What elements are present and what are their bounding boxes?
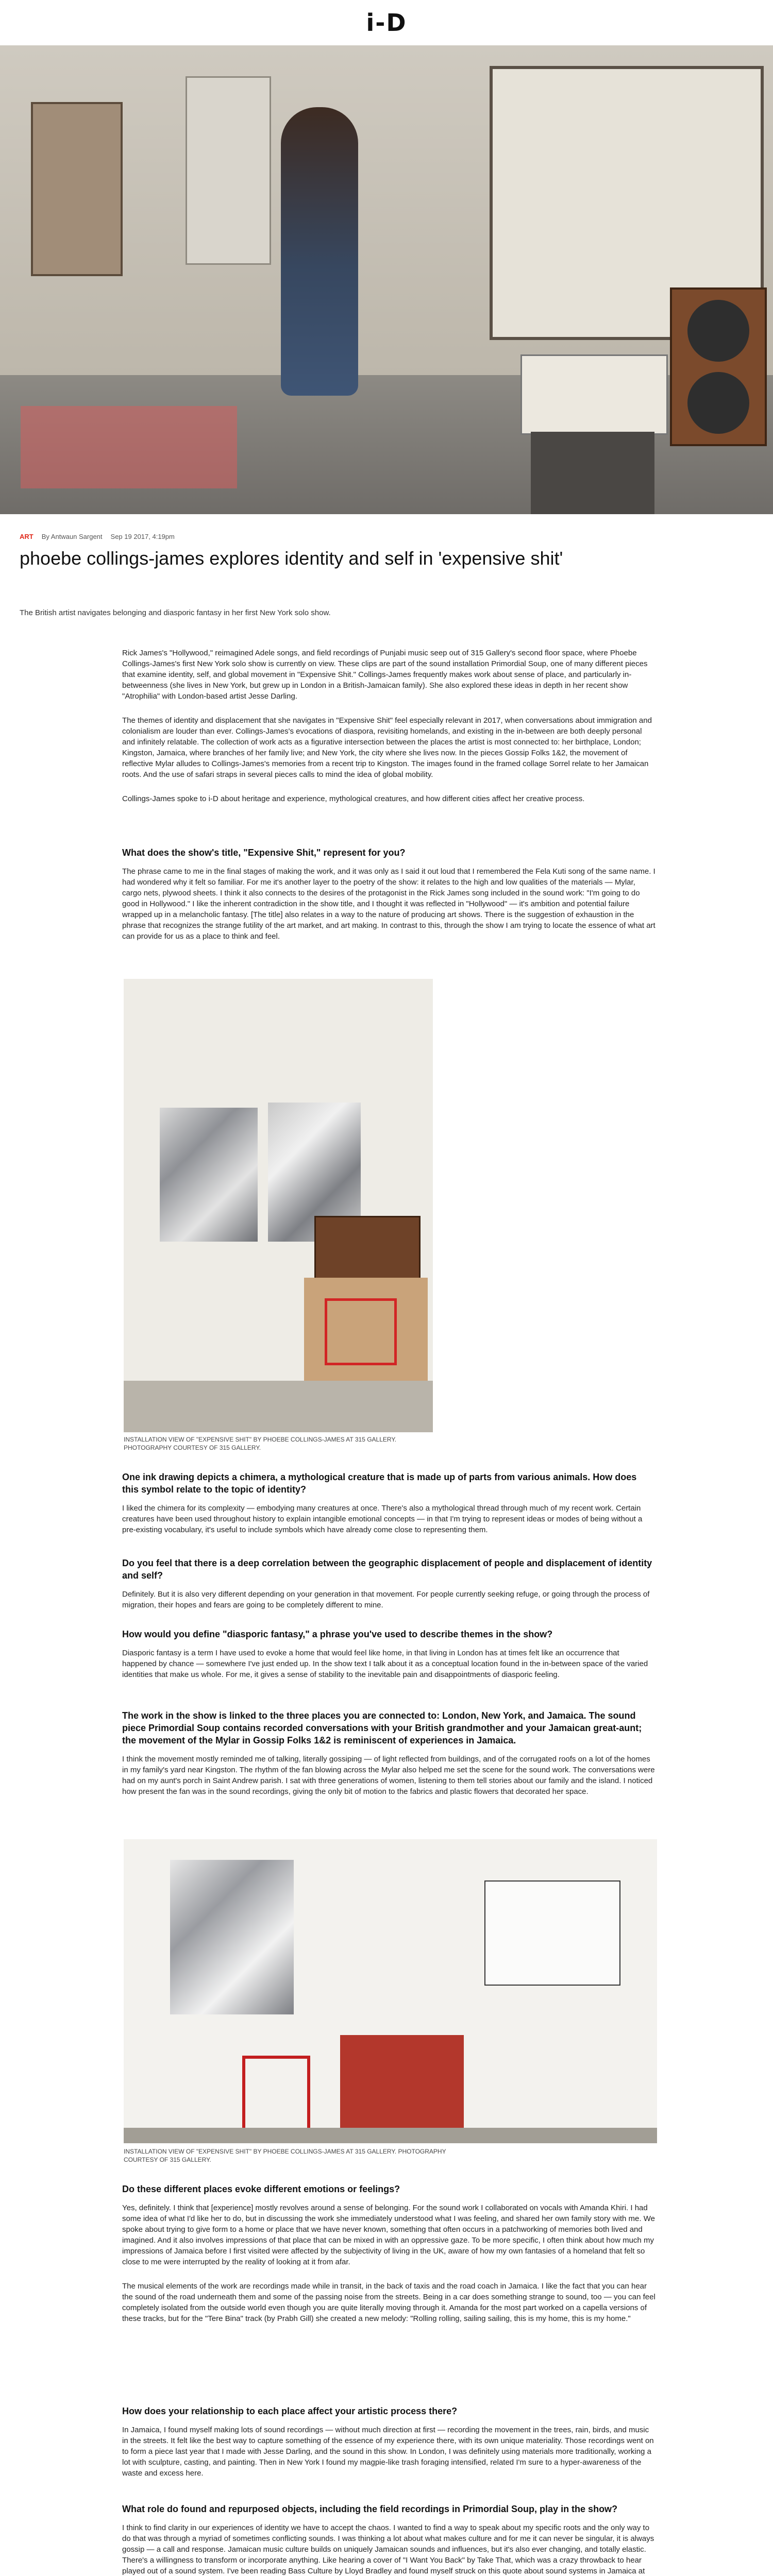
interview-answer: Diasporic fantasy is a term I have used to evoke a home that would feel like home, in that living in London has at times felt like an occurrence that happened by chance — somewhere I've just ended up. In the show text I talk about it as a conceptual location found in the in-between space of the varied identities that make us whole. For me, it gives a sense of stability to the inevitable pain and disappointments of diasporic feeling. — [122, 1649, 648, 1679]
interview-answer: Definitely. But it is also very different depending on your generation in that movement. For people currently seeking refuge, or going through the process of migration, their hopes and fears are going to be completely different to mine. — [122, 1590, 650, 1609]
paragraph: The themes of identity and displacement that she navigates in "Expensive Shit" feel especially relevant in 2017, when conversations about immigration and colonialism are louder than ever. Collings-James's evocations of diaspora, revisiting homelands, and existing in the in-between are both deeply personal and infinitely relatable. The collection of work acts as a figurative intersection between the places the artist is most connected to: her birthplace, London; Kingston, Jamaica, where branches of her family live; and New York, the city where she lives now. In the pieces Gossip Folks 1&2, the movement of reflective Mylar alludes to Collings-James's memories from a recent trip to Kingston. The images found in the framed collage Sorrel relate to her Jamaican roots. And the use of safari straps in several pieces calls to mind the idea of global mobility. — [122, 716, 652, 779]
speaker-cone — [687, 372, 749, 434]
interview-answer: In Jamaica, I found myself making lots of sound recordings — without much direction at first — recording the movement in the trees, rain, birds, and music in the streets. It felt like the best way to capture something of the essence of my experience there, with its own unique materiality. Those recordings went on to form a piece last year that I made with Jesse Darling, and the sound in this show. In London, I was definitely using materials more traditionally, working a lot with sculpture, casting, and painting. Then in New York I found my magpie-like trash foraging intensified, related I'm sure to a hyper-awareness of the waste and excess here. — [122, 2426, 654, 2478]
qa-block — [122, 2503, 656, 2576]
interview-question: Do these different places evoke different emotions or feelings? — [122, 2184, 400, 2194]
site-logo[interactable]: i-D — [366, 9, 407, 37]
qa-block — [122, 1557, 656, 1611]
framed-drawing — [484, 1880, 620, 1986]
interview-answer: I liked the chimera for its complexity — embodying many creatures at once. There's also a mythological thread through much of my recent work. Certain creatures have been used throughout history to explain intangible emotional concepts — in that I'm trying to represent ideas or modes of being without a pre-existing vocabulary, it's useful to include symbols which have already come close to representing them. — [122, 1504, 643, 1534]
interview-answer: I think to find clarity in our experiences of identity we have to accept the chaos. I wanted to find a way to speak about my specific roots and the only way to do that was through a myriad of sometimes conflicting sounds. I was thinking a lot about what makes culture and for me it can never be singular, it is always gossip — a call and response. Jamaican music culture builds on uniquely Jamaican sounds and influences, but it's also ever changing, and totally elastic. There's a willingness to transform or incorporate anything. Like hearing a cover of "I Want You Back" by Take That, which was a crazy throwback to hear played out of a sound system. I've been reading Bass Culture by Lloyd Bradley and found myself struck on this quote about sound systems in Jamaica at — [122, 2523, 654, 2575]
interview-answer: I think the movement mostly reminded me of talking, literally gossiping — of light reflected from buildings, and of the corrugated roofs on a lot of the homes in my family's yard near Kingston. The rhythm of the fan blowing across the Mylar also helped me set the scene for the sound work. The conversations were had on my aunt's porch in Saint Andrew parish. I sat with three generations of women, listening to them tell stories about our family and the island. I noticed how present the fan was in the sound recordings, giving the only bit of motion to the fabrics and plastic flowers that decorated her space. — [122, 1755, 655, 1796]
hero-canvas — [186, 76, 271, 265]
speaker-cone — [687, 300, 749, 362]
qa-block — [122, 2183, 656, 2324]
gallery-floor — [124, 1381, 433, 1432]
interview-question: Do you feel that there is a deep correlation between the geographic displacement of people and displacement of identity and self? — [122, 1558, 652, 1581]
paragraph: Rick James's "Hollywood," reimagined Adele songs, and field recordings of Punjabi music seep out of 315 Gallery's second floor space, where Phoebe Collings-James's first New York solo show is currently on view. These clips are part of the sound installation Primordial Soup, one of many different pieces that examine identity, self, and global movement in "Expensive Shit." Collings-James frequently makes work about sense of place, and particularly in-betweenness (she lives in New York, but grew up in London in a British-Jamaican family). She also explored these ideas in depth in her recent show "Atrophilia" with London-based artist Jesse Darling. — [122, 649, 648, 701]
interview-answer: Yes, definitely. I think that [experience] mostly revolves around a sense of belonging. For the sound work I collaborated on vocals with Amanda Khiri. I had some idea of what I'd like her to do, but in discussing the work she immediately understood what I was feeling, and shared her own family story with me. We spoke about trying to give form to a home or place that we have never known, something that often occurs in a patchworking of memories both lived and imagined. And it also involves impressions of that place that can be mixed in with an oppressive gaze. To be more specific, I often think about how much my impressions of Jamaica before I first visited were affected by the subjectivity of living in the UK, aware of how my own fantasies of a homeland that felt so close to me were interrupted by the reality of looking at it from afar. — [122, 2204, 655, 2266]
interview-question: How would you define "diasporic fantasy," a phrase you've used to describe themes in the show? — [122, 1629, 553, 1639]
article-meta — [20, 533, 175, 540]
gallery-floor — [124, 2128, 657, 2143]
interview-question: The work in the show is linked to the three places you are connected to: London, New York, and Jamaica. The sound piece Primordial Soup contains recorded conversations with your British grandmother and your Jamaican great-aunt; the movement of the Mylar in Gossip Folks 1&2 is reminiscent of experiences in Jamaica. — [122, 1710, 642, 1745]
speaker-cabinet — [314, 1216, 421, 1281]
mylar-piece — [170, 1860, 294, 2014]
publish-date: Sep 19 2017, 4:19pm — [110, 533, 175, 540]
qa-block — [122, 846, 656, 942]
paragraph: Collings-James spoke to i-D about heritage and experience, mythological creatures, and how different cities affect her creative process. — [122, 794, 585, 803]
interview-question: How does your relationship to each place affect your artistic process there? — [122, 2406, 458, 2416]
hero-image — [0, 45, 773, 514]
article-body-intro — [122, 648, 656, 804]
installation-photo-1 — [124, 979, 433, 1432]
hero-canvas — [31, 102, 123, 276]
qa-block — [122, 2405, 656, 2479]
article-title: phoebe collings-james explores identity and self in 'expensive shit' — [20, 548, 563, 569]
interview-question: What role do found and repurposed objects, including the field recordings in Primordial Soup, play in the show? — [122, 2504, 618, 2514]
interview-question: One ink drawing depicts a chimera, a mythological creature that is made up of parts from various animals. How does this symbol relate to the topic of identity? — [122, 1472, 637, 1495]
site-header — [0, 0, 773, 45]
hero-clutter — [21, 406, 237, 488]
hero-speaker — [670, 287, 767, 446]
cargo-net — [340, 2035, 464, 2138]
hero-table — [531, 432, 654, 514]
article-dek: The British artist navigates belonging and diasporic fantasy in her first New York solo show. — [20, 608, 331, 617]
interview-answer: The phrase came to me in the final stages of making the work, and it was only as I said it out loud that I remembered the Fela Kuti song of the same name. I had wondered why it felt so familiar. For me it's another layer to the poetry of the show: it relates to the high and low qualities of the materials — Mylar, cargo nets, plywood sheets. I think it also connects to the desires of the protagonist in the Rick James song included in the sound work: "I'm going to do good in Hollywood." I like the inherent contradiction in the show title, and I thought it was reflected in "Hollywood" — it's ambition and potential failure wrapped up in a melancholic fantasy. [The title] also relates in a way to the nature of producing art shows. There is the suggestion of exhaustion in the phrase that recognizes the strange futility of the art market, and art making. In contrast to this, through the show I am trying to locate the essence of what art can provide for us as a place to think and feel. — [122, 867, 656, 941]
byline[interactable]: By Antwaun Sargent — [41, 533, 103, 540]
figure-caption: INSTALLATION VIEW OF "EXPENSIVE SHIT" BY PHOEBE COLLINGS-JAMES AT 315 GALLERY. PHOTOGRAPHY COURTESY OF 315 GALLERY. — [124, 2148, 446, 2163]
qa-block — [122, 1709, 656, 1797]
mylar-piece — [160, 1108, 258, 1242]
installation-photo-2 — [124, 1839, 657, 2143]
category-link[interactable]: ART — [20, 533, 33, 540]
hero-artist-figure — [281, 107, 358, 396]
safari-strap — [325, 1298, 397, 1365]
figure-caption: INSTALLATION VIEW OF "EXPENSIVE SHIT" BY PHOEBE COLLINGS-JAMES AT 315 GALLERY. PHOTOGRAPHY COURTESY OF 315 GALLERY. — [124, 1436, 397, 1451]
interview-answer: The musical elements of the work are recordings made while in transit, in the back of taxis and the road coach in Jamaica. I like the fact that you can hear the sound of the road underneath them and some of the passing noise from the streets. Being in a car does something strange to sound, too — you can feel completely isolated from the outside world even though you are quite literally moving through it. Amanda for the most part worked on a capella versions of these tracks, but for the "Tere Bina" track (by Prabh Gill) she created a new melody: "Rolling rolling, sailing sailing, this is my home, this is my home." — [122, 2282, 656, 2323]
interview-question: What does the show's title, "Expensive Shit," represent for you? — [122, 848, 406, 858]
safari-strap — [242, 2056, 310, 2139]
hero-turntable — [520, 354, 668, 435]
qa-block — [122, 1628, 656, 1680]
qa-block — [122, 1471, 656, 1535]
